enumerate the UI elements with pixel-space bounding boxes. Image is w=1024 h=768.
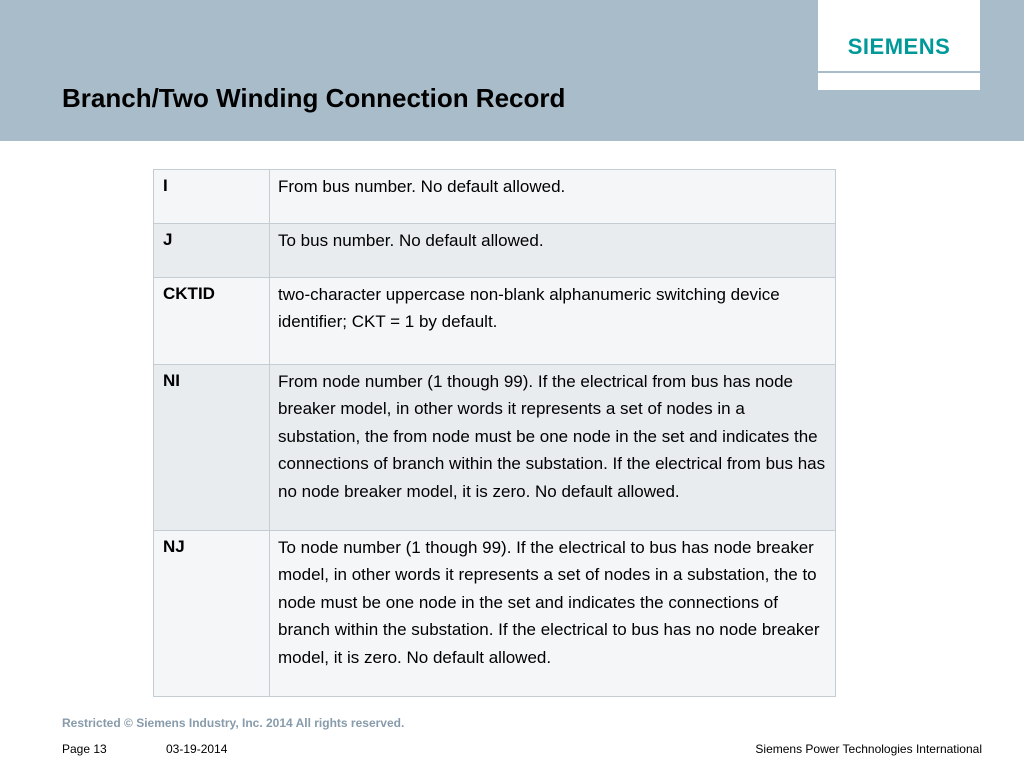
table-row: [154, 531, 835, 696]
table-row: [154, 278, 835, 365]
table-row: [154, 365, 835, 531]
field-name-cell: CKTID: [154, 278, 270, 364]
field-name-cell: NJ: [154, 531, 270, 696]
field-name-cell: I: [154, 170, 270, 223]
field-description-cell: two-character uppercase non-blank alphanumeric switching device identifier; CKT = 1 by default.: [278, 285, 780, 332]
company-name: Siemens Power Technologies International: [755, 742, 982, 756]
logo-box: [818, 0, 980, 90]
field-description-cell: To bus number. No default allowed.: [278, 231, 544, 250]
siemens-logo: SIEMENS: [847, 34, 951, 59]
field-name-cell: J: [154, 224, 270, 277]
field-description-cell: To node number (1 though 99). If the electrical to bus has node breaker model, in other words it represents a set of nodes in a substation, the to node must be one node in the set and indicates the connections of branch within the substation. If the electrical to bus has no node breaker model, it is zero. No default allowed.: [278, 538, 820, 667]
field-description-cell: From bus number. No default allowed.: [278, 177, 566, 196]
table-row: [154, 224, 835, 278]
slide-date: 03-19-2014: [166, 742, 228, 756]
table-row: [154, 170, 835, 224]
record-table: [153, 169, 836, 697]
field-name-cell: NI: [154, 365, 270, 530]
field-description-cell: From node number (1 though 99). If the electrical from bus has node breaker model, in other words it represents a set of nodes in a substation, the from node must be one node in the set and indicates the connections of branch within the substation. If the electrical from bus has no node breaker model, it is zero. No default allowed.: [278, 372, 826, 501]
slide-header: [0, 0, 1024, 141]
logo-divider: [818, 71, 980, 73]
slide-title: Branch/Two Winding Connection Record: [62, 83, 566, 113]
page-number: Page 13: [62, 742, 107, 756]
copyright-notice: Restricted © Siemens Industry, Inc. 2014 All rights reserved.: [62, 716, 405, 730]
